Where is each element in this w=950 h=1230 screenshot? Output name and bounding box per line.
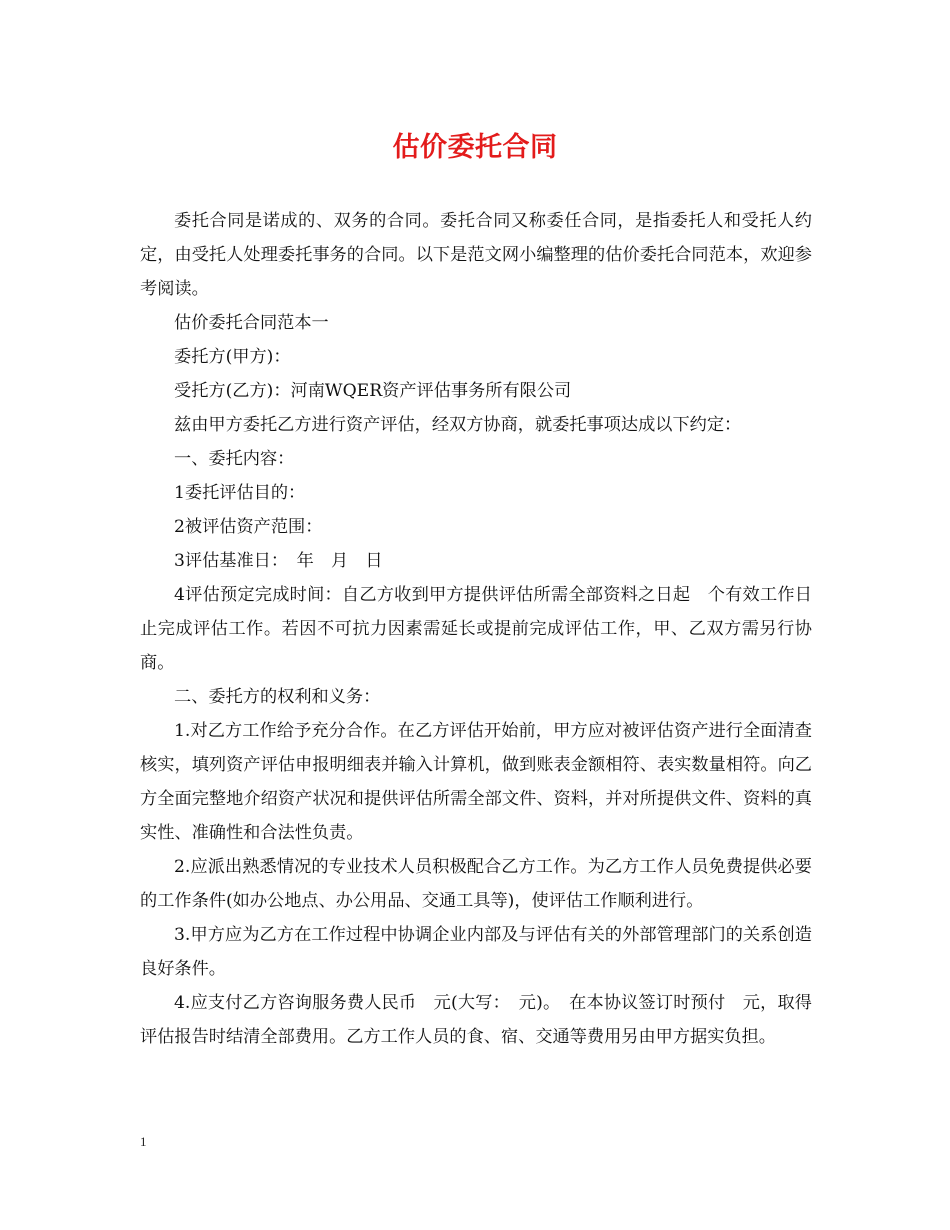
clause-1-3: 3评估基准日： 年 月 日: [174, 551, 383, 571]
clause-1-1: 1委托评估目的：: [174, 483, 306, 503]
party-b-line: 受托方(乙方)：河南WQER资产评估事务所有限公司: [174, 381, 572, 401]
agreement-preamble: 兹由甲方委托乙方进行资产评估，经双方协商，就委托事项达成以下约定：: [174, 415, 742, 435]
sample-heading: 估价委托合同范本一: [174, 313, 329, 333]
clause-1-2: 2被评估资产范围：: [174, 517, 323, 537]
section-heading-1: 一、委托内容：: [174, 449, 295, 469]
section-heading-2: 二、委托方的权利和义务：: [174, 687, 381, 707]
page-number: 1: [140, 1134, 147, 1149]
document-body: [140, 204, 812, 1054]
clause-2-4: 4.应支付乙方咨询服务费人民币 元(大写： 元)。 在本协议签订时预付 元，取得评估报告时结清全部费用。乙方工作人员的食、宿、交通等费用另由甲方据实负担。: [140, 993, 812, 1047]
clause-2-3: 3.甲方应为乙方在工作过程中协调企业内部及与评估有关的外部管理部门的关系创造良好条件。: [140, 925, 812, 979]
clause-2-2: 2.应派出熟悉情况的专业技术人员积极配合乙方工作。为乙方工作人员免费提供必要的工作条件(如办公地点、办公用品、交通工具等)，使评估工作顺利进行。: [140, 857, 812, 911]
clause-1-4: 4评估预定完成时间：自乙方收到甲方提供评估所需全部资料之日起 个有效工作日止完成评估工作。若因不可抗力因素需延长或提前完成评估工作，甲、乙双方需另行协商。: [140, 585, 812, 673]
intro-paragraph: 委托合同是诺成的、双务的合同。委托合同又称委任合同，是指委托人和受托人约定，由受托人处理委托事务的合同。以下是范文网小编整理的估价委托合同范本，欢迎参考阅读。: [140, 211, 812, 299]
party-a-line: 委托方(甲方)：: [174, 347, 291, 367]
clause-2-1: 1.对乙方工作给予充分合作。在乙方评估开始前，甲方应对被评估资产进行全面清查核实，填列资产评估申报明细表并输入计算机，做到账表金额相符、表实数量相符。向乙方全面完整地介绍资产状况和提供评估所需全部文件、资料，并对所提供文件、资料的真实性、准确性和合法性负责。: [140, 721, 812, 843]
document-title: 估价委托合同: [392, 132, 558, 163]
